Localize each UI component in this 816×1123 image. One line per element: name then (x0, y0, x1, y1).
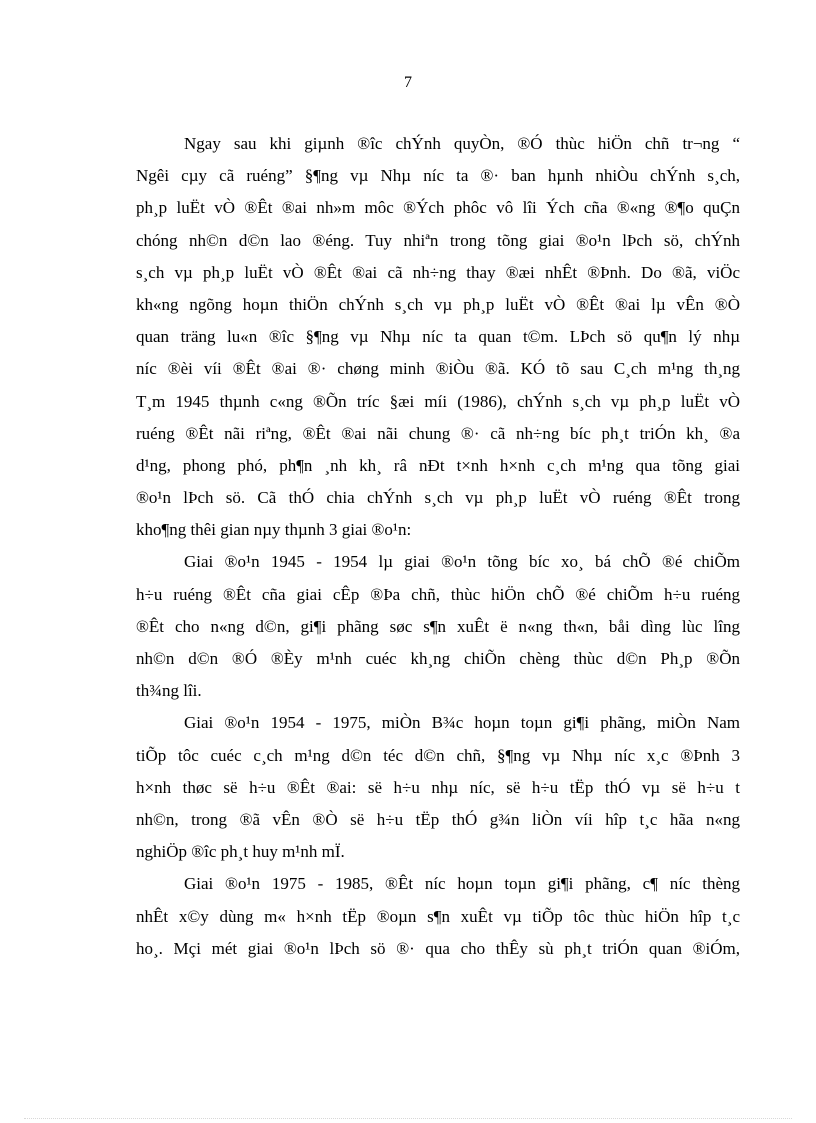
text-line: nghiÖp ®îc ph¸t huy m¹nh mÏ. (136, 842, 345, 862)
text-line: ph¸p luËt vÒ ®Êt ®ai nh»m môc ®Ých phôc vô lîi Ých cña ®«ng ®¶o quÇn (136, 198, 740, 218)
text-line: d¹ng, phong phó, ph¶n ¸nh kh¸ râ nÐt t×nh h×nh c¸ch m¹ng qua tõng giai (136, 455, 740, 475)
text-line: quan träng lu«n ®îc §¶ng vµ Nhµ níc ta quan t©m. LÞch sö qu¶n lý nhµ (136, 327, 740, 347)
text-line: nhÊt x©y dùng m« h×nh tËp ®oµn s¶n xuÊt vµ tiÕp tôc thùc hiÖn hîp t¸c (136, 906, 740, 926)
text-line: Giai ®o¹n 1975 - 1985, ®Êt níc hoµn toµn gi¶i phãng, c¶ níc thèng (184, 874, 740, 894)
text-line: Ngay sau khi giµnh ®îc chÝnh quyÒn, ®Ó thùc hiÖn chñ tr¬ng “ (184, 134, 740, 153)
text-line: nh©n, trong ®ã vÊn ®Ò së h÷u tËp thÓ g¾n liÒn víi hîp t¸c hãa n«ng (136, 809, 740, 829)
text-line: Giai ®o¹n 1945 - 1954 lµ giai ®o¹n tõng bíc xo¸ bá chÕ ®é chiÕm (184, 552, 740, 572)
text-line: chóng nh©n d©n lao ®éng. Tuy nhiªn trong tõng giai ®o¹n lÞch sö, chÝnh (136, 230, 740, 250)
text-line: T¸m 1945 thµnh c«ng ®Õn tríc §æi míi (1986), chÝnh s¸ch vµ ph¸p luËt vÒ (136, 391, 740, 411)
text-line: ®Êt cho n«ng d©n, gi¶i phãng søc s¶n xuÊt ë n«ng th«n, båi dìng lùc lîng (136, 616, 740, 636)
text-line: Giai ®o¹n 1954 - 1975, miÒn B¾c hoµn toµn gi¶i phãng, miÒn Nam (184, 713, 740, 733)
text-line: kho¶ng thêi gian nµy thµnh 3 giai ®o¹n: (136, 520, 412, 540)
text-line: ruéng ®Êt nãi riªng, ®Êt ®ai nãi chung ®· cã nh÷ng bíc ph¸t triÓn kh¸ ®a (136, 423, 740, 443)
text-line: s¸ch vµ ph¸p luËt vÒ ®Êt ®ai cã nh÷ng thay ®æi nhÊt ®Þnh. Do ®ã, viÖc (136, 262, 740, 282)
page-bottom-divider (24, 1118, 792, 1119)
text-line: Ngêi cµy cã ruéng” §¶ng vµ Nhµ níc ta ®· ban hµnh nhiÒu chÝnh s¸ch, (136, 166, 740, 186)
text-line: th¾ng lîi. (136, 681, 202, 701)
text-line: h÷u ruéng ®Êt cña giai cÊp ®Þa chñ, thùc hiÖn chÕ ®é chiÕm h÷u ruéng (136, 584, 740, 604)
text-line: h×nh thøc së h÷u ®Êt ®ai: së h÷u nhµ níc, së h÷u tËp thÓ vµ së h÷u t (136, 777, 740, 797)
text-line: ®o¹n lÞch sö. Cã thÓ chia chÝnh s¸ch vµ ph¸p luËt vÒ ruéng ®Êt trong (136, 488, 740, 508)
text-line: kh«ng ngõng hoµn thiÖn chÝnh s¸ch vµ ph¸p luËt vÒ ®Êt ®ai lµ vÊn ®Ò (136, 294, 740, 314)
text-line: ho¸. Mçi mét giai ®o¹n lÞch sö ®· qua cho thÊy sù ph¸t triÓn quan ®iÓm, (136, 938, 740, 958)
page-number: 7 (404, 74, 412, 91)
body-text (136, 128, 740, 965)
text-line: nh©n d©n ®Ó ®Èy m¹nh cuéc kh¸ng chiÕn chèng thùc d©n Ph¸p ®Õn (136, 649, 740, 668)
text-line: tiÕp tôc cuéc c¸ch m¹ng d©n téc d©n chñ, §¶ng vµ Nhµ níc x¸c ®Þnh 3 (136, 745, 740, 765)
text-line: níc ®èi víi ®Êt ®ai ®· chøng minh ®iÒu ®ã. KÓ tõ sau C¸ch m¹ng th¸ng (136, 359, 740, 379)
